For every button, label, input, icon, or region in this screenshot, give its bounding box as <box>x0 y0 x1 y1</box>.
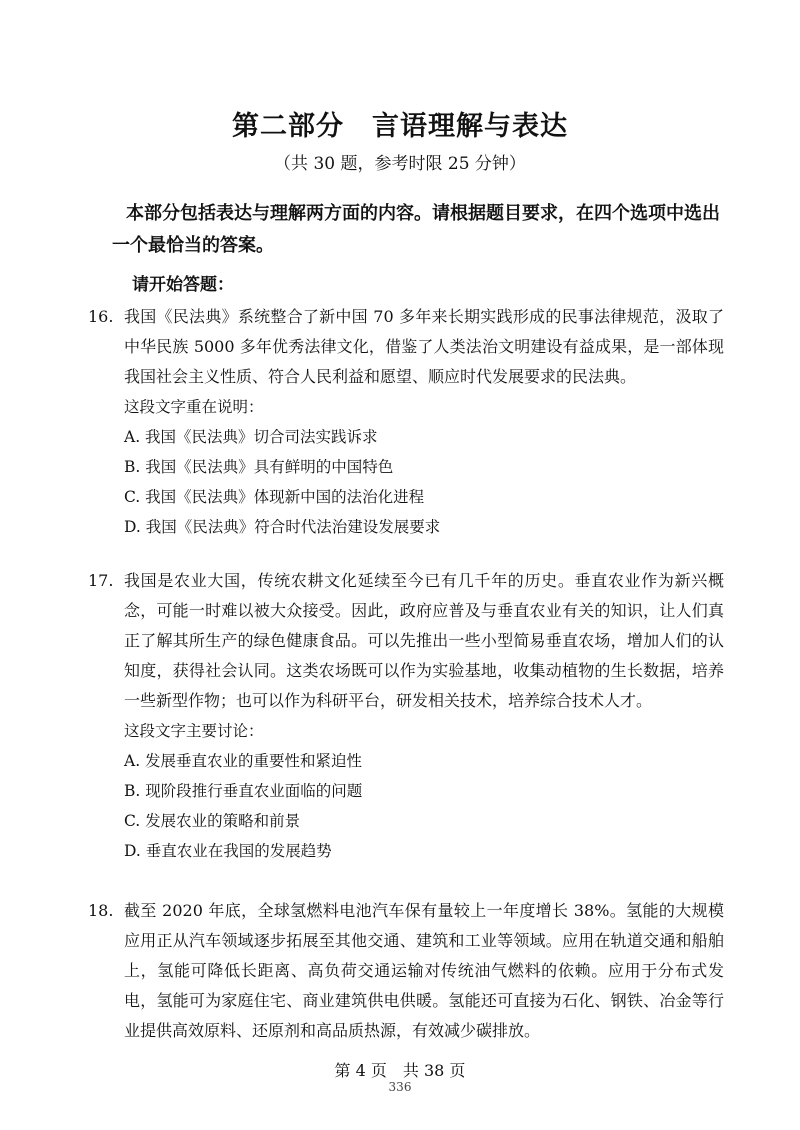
section-title: 第二部分 言语理解与表达 <box>232 111 568 142</box>
question-17 <box>88 566 724 866</box>
question-text: 我国《民法典》系统整合了新中国 70 多年来长期实践形成的民事法律规范，汲取了中华民族 5000 多年优秀法律文化，借鉴了人类法治文明建设有益成果，是一部体现我国社会主义性质、符合人民利益和愿望、顺应时代发展要求的民法典。 <box>124 307 724 386</box>
page-footer: 第 4 页 共 38 页 <box>334 1061 466 1080</box>
question-number: 16. <box>88 307 114 326</box>
option-d[interactable]: D. 我国《民法典》符合时代法治建设发展要求 <box>124 518 441 536</box>
page-number: 336 <box>388 1080 412 1094</box>
question-16 <box>88 302 724 542</box>
question-number: 17. <box>88 571 114 590</box>
option-c[interactable]: C. 发展农业的策略和前景 <box>124 812 301 830</box>
option-a[interactable]: A. 发展垂直农业的重要性和紧迫性 <box>124 752 363 770</box>
option-a[interactable]: A. 我国《民法典》切合司法实践诉求 <box>124 428 378 446</box>
option-c[interactable]: C. 我国《民法典》体现新中国的法治化进程 <box>124 488 425 506</box>
option-d[interactable]: D. 垂直农业在我国的发展趋势 <box>124 842 332 860</box>
question-text: 截至 2020 年底，全球氢燃料电池汽车保有量较上一年度增长 38%。氢能的大规模应用正从汽车领域逐步拓展至其他交通、建筑和工业等领域。应用在轨道交通和船舶上，氢能可降低长距离、高负荷交通运输对传统油气燃料的依赖。应用于分布式发电，氢能可为家庭住宅、商业建筑供电供暖。氢能还可直接为石化、钢铁、冶金等行业提供高效原料、还原剂和高品质热源，有效减少碳排放。 <box>124 901 724 1040</box>
question-text: 我国是农业大国，传统农耕文化延续至今已有几千年的历史。垂直农业作为新兴概念，可能一时难以被大众接受。因此，政府应普及与垂直农业有关的知识，让人们真正了解其所生产的绿色健康食品。可以先推出一些小型简易垂直农场，增加人们的认知度，获得社会认同。这类农场既可以作为实验基地，收集动植物的生长数据，培养一些新型作物；也可以作为科研平台，研发相关技术，培养综合技术人才。 <box>124 571 724 710</box>
begin-instruction: 请开始答题： <box>132 275 234 295</box>
option-b[interactable]: B. 现阶段推行垂直农业面临的问题 <box>124 782 363 800</box>
option-b[interactable]: B. 我国《民法典》具有鲜明的中国特色 <box>124 458 394 476</box>
section-subtitle: （共 30 题，参考时限 25 分钟） <box>274 154 526 174</box>
question-prompt: 这段文字主要讨论： <box>124 722 264 740</box>
question-number: 18. <box>88 901 114 920</box>
question-18 <box>88 896 724 1046</box>
section-intro: 本部分包括表达与理解两方面的内容。请根据题目要求，在四个选项中选出一个最恰当的答案。 <box>112 203 720 256</box>
question-prompt: 这段文字重在说明： <box>124 398 264 416</box>
